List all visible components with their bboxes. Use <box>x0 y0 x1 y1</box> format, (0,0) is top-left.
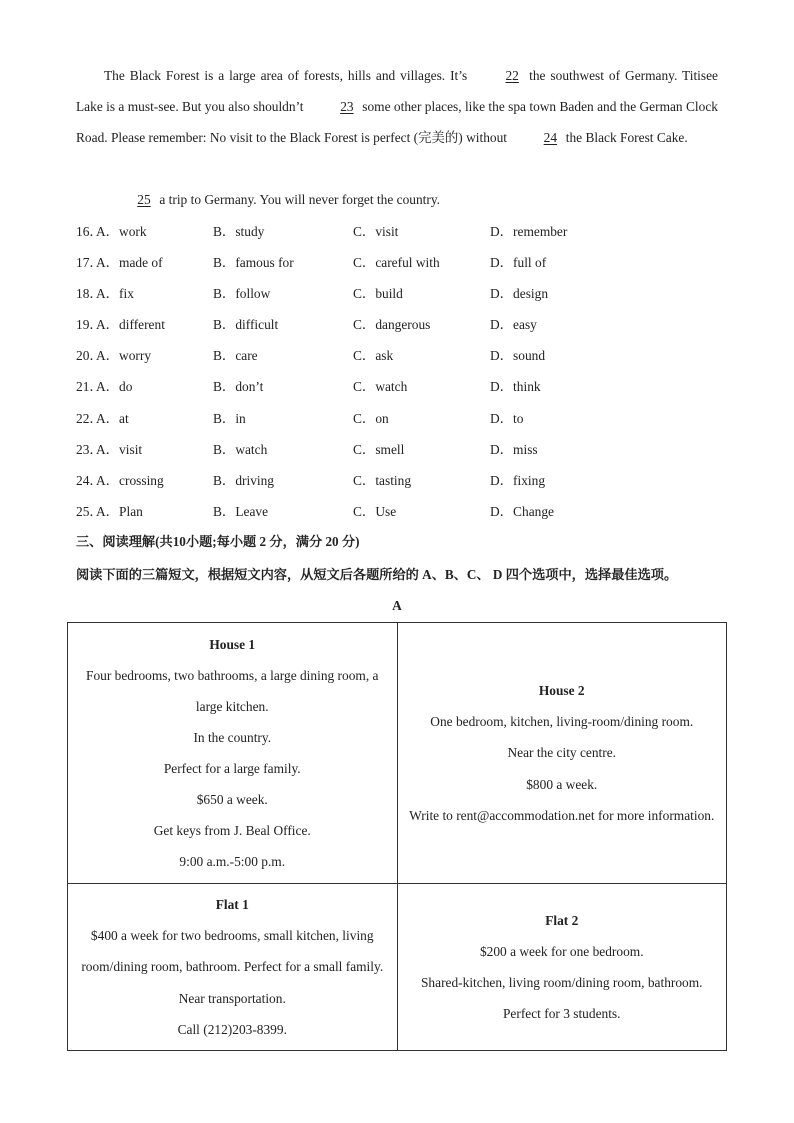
option-b: B．in <box>213 410 246 426</box>
question-number: 16． <box>76 224 103 239</box>
option-c: C．dangerous <box>353 317 431 333</box>
passage-paragraph-1 <box>76 60 718 153</box>
option-a: A．work <box>96 224 147 239</box>
passage-text: some other places, like the spa town Baden and the German Clock Road. Please remember: No visit to the Black Forest is perfect (完美的) without <box>76 99 718 145</box>
ad-flat-2 <box>397 884 727 1051</box>
section-heading: 三、阅读理解(共10小题;每小题 2 分，满分 20 分) <box>76 534 360 549</box>
option-c: C．careful with <box>353 255 440 271</box>
option-a: A．do <box>96 379 133 395</box>
ad-line: In the country. <box>193 729 272 745</box>
option-a: A．worry <box>96 348 152 364</box>
ad-line: Near transportation. <box>178 990 286 1006</box>
question-number: 25． <box>76 503 103 519</box>
passage-text: a trip to Germany. You will never forget the country. <box>159 192 441 207</box>
question-number: 20． <box>76 348 103 364</box>
option-c: C．watch <box>353 379 408 395</box>
option-a: A．crossing <box>96 472 164 488</box>
question-number: 18． <box>76 286 103 302</box>
question-number: 24． <box>76 472 103 488</box>
question-number: 21． <box>76 379 103 395</box>
question-24 <box>76 465 736 496</box>
blank-24: 24 <box>543 130 558 145</box>
ad-title: House 1 <box>209 636 256 652</box>
passage-paragraph-2 <box>76 184 718 215</box>
ad-line: Get keys from J. Beal Office. <box>153 823 311 839</box>
option-b: B．famous for <box>213 255 294 271</box>
option-a: A．made of <box>96 255 163 271</box>
option-d: D．remember <box>490 224 568 239</box>
option-c: C．smell <box>353 441 405 457</box>
option-c: C．ask <box>353 348 394 364</box>
option-b: B．care <box>213 348 258 364</box>
passage-text: The Black Forest is a large area of forests, hills and villages. It’s <box>104 68 468 83</box>
option-b: B．watch <box>213 441 268 457</box>
option-b: B．don’t <box>213 379 264 395</box>
question-16 <box>76 216 736 247</box>
option-c: C．visit <box>353 224 399 239</box>
blank-22: 22 <box>505 68 519 83</box>
table-row <box>68 623 727 884</box>
question-number: 22． <box>76 410 103 426</box>
table-row <box>68 884 727 1051</box>
ad-contact: Write to rent@accommodation.net for more information. <box>409 807 715 823</box>
question-25 <box>76 496 736 527</box>
option-a: A．Plan <box>96 503 143 519</box>
question-23 <box>76 434 736 465</box>
question-18 <box>76 278 736 309</box>
question-21 <box>76 371 736 402</box>
ad-house-1 <box>68 623 398 884</box>
ad-hours: 9:00 a.m.-5:00 p.m. <box>179 854 286 870</box>
ad-title: House 2 <box>538 683 585 699</box>
ad-house-2 <box>397 623 727 884</box>
option-b: B．study <box>213 224 265 239</box>
passage-text: the Black Forest Cake. <box>565 130 688 145</box>
option-c: C．tasting <box>353 472 412 488</box>
ad-line: $400 a week for two bedrooms, small kitchen, living room/dining room, bathroom. Perfect for a small family. <box>81 928 384 975</box>
accommodation-ads-table <box>67 622 727 1051</box>
option-a: A．visit <box>96 441 143 457</box>
ad-contact: Call (212)203-8399. <box>177 1021 287 1037</box>
question-22 <box>76 403 736 434</box>
ad-price: $200 a week for one bedroom. <box>479 943 644 959</box>
option-d: D．miss <box>490 441 538 457</box>
passage-text: the southwest of Germany. Titisee Lake is a must-see. But you also shouldn’t <box>76 68 718 114</box>
blank-23: 23 <box>340 99 354 114</box>
option-b: B．follow <box>213 286 271 302</box>
option-b: B．difficult <box>213 317 279 333</box>
option-d: D．design <box>490 286 549 302</box>
ad-line: Four bedrooms, two bathrooms, a large dining room, a large kitchen. <box>86 667 379 714</box>
option-a: A．at <box>96 410 129 426</box>
ad-flat-1 <box>68 884 398 1051</box>
question-number: 17． <box>76 255 103 271</box>
ad-title: Flat 2 <box>545 912 579 928</box>
option-a: A．fix <box>96 286 134 302</box>
option-c: C．on <box>353 410 389 426</box>
option-c: C．Use <box>353 503 397 519</box>
option-d: D．to <box>490 410 524 426</box>
option-d: D．think <box>490 379 541 395</box>
ad-price: $800 a week. <box>526 776 598 792</box>
question-17 <box>76 247 736 278</box>
ad-line: One bedroom, kitchen, living-room/dining room. <box>430 714 694 730</box>
ad-line: Perfect for a large family. <box>163 761 301 776</box>
blank-25: 25 <box>137 192 151 207</box>
passage-label: A <box>392 598 402 613</box>
ad-line: Shared-kitchen, living room/dining room, bathroom. <box>420 975 703 990</box>
option-d: D．full of <box>490 255 547 271</box>
options-list <box>76 216 736 527</box>
ad-line: Perfect for 3 students. <box>502 1006 621 1022</box>
option-d: D．sound <box>490 348 546 364</box>
question-20 <box>76 340 736 371</box>
question-number: 19． <box>76 317 103 333</box>
ad-line: Near the city centre. <box>507 745 617 761</box>
option-d: D．easy <box>490 317 537 333</box>
option-a: A．different <box>96 317 165 333</box>
option-d: D．fixing <box>490 472 546 488</box>
ad-title: Flat 1 <box>215 897 249 913</box>
option-c: C．build <box>353 286 403 302</box>
question-number: 23． <box>76 441 103 457</box>
option-d: D．Change <box>490 503 554 519</box>
ad-price: $650 a week. <box>196 792 268 808</box>
option-b: B．driving <box>213 472 275 488</box>
section-instruction: 阅读下面的三篇短文，根据短文内容，从短文后各题所给的 A、B、C、 D 四个选项中，选择最佳选项。 <box>76 567 678 582</box>
question-19 <box>76 309 736 340</box>
option-b: B．Leave <box>213 503 269 519</box>
